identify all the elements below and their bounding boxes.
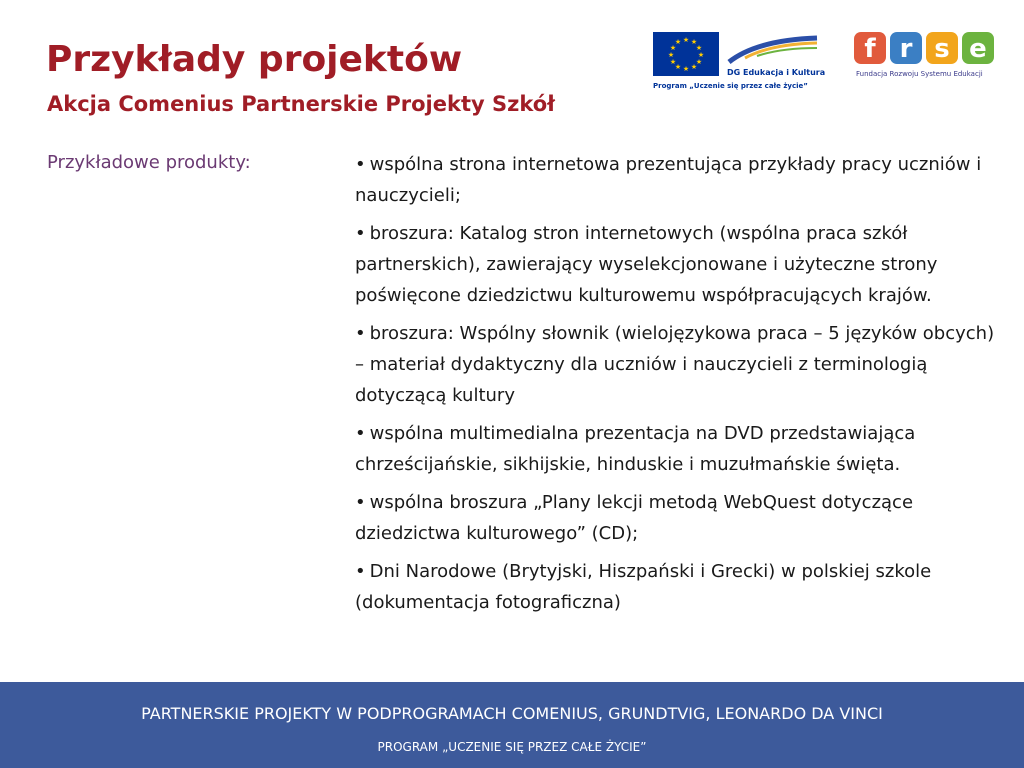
list-item-text: broszura: Wspólny słownik (wielojęzykowa praca – 5 języków obcych) – materiał dydaktyczny dla uczniów i nauczycieli z terminologią dotyczącą kultury — [355, 323, 995, 406]
list-item — [355, 218, 1007, 311]
svg-text:★: ★ — [674, 63, 682, 71]
list-item — [355, 418, 1007, 480]
svg-text:★: ★ — [695, 58, 703, 66]
svg-text:★: ★ — [697, 51, 705, 59]
bullet: • — [355, 323, 366, 344]
svg-text:★: ★ — [690, 63, 698, 71]
footer-title: PARTNERSKIE PROJEKTY W PODPROGRAMACH COMENIUS, GRUNDTVIG, LEONARDO DA VINCI — [141, 704, 883, 723]
bullet: • — [355, 223, 366, 244]
eu-program-label: Program „Uczenie się przez całe życie” — [653, 82, 808, 90]
list-item — [355, 149, 1007, 211]
svg-text:★: ★ — [690, 38, 698, 46]
list-item-text: Dni Narodowe (Brytyjski, Hiszpański i Grecki) w polskiej szkole (dokumentacja fotograficzna) — [355, 561, 932, 613]
svg-text:★: ★ — [682, 36, 690, 44]
svg-text:★: ★ — [682, 65, 690, 73]
svg-text:f: f — [864, 34, 876, 64]
svg-text:★: ★ — [669, 58, 677, 66]
eu-flag-icon — [653, 32, 719, 76]
svg-text:r: r — [899, 34, 913, 64]
footer-bar — [0, 682, 1024, 768]
products-label: Przykładowe produkty: — [47, 152, 251, 173]
slide-title: Przykłady projektów — [46, 39, 463, 80]
frse-caption: Fundacja Rozwoju Systemu Edukacji — [856, 70, 983, 78]
list-item — [355, 318, 1007, 411]
svg-text:★: ★ — [674, 38, 682, 46]
eu-swoosh-icon — [727, 34, 819, 68]
slide-subtitle: Akcja Comenius Partnerskie Projekty Szkół — [47, 92, 555, 116]
eu-dg-logo — [653, 32, 826, 94]
bullet: • — [355, 492, 366, 513]
bullet: • — [355, 154, 366, 175]
svg-text:s: s — [934, 34, 950, 64]
list-item-text: wspólna broszura „Plany lekcji metodą WebQuest dotyczące dziedzictwa kulturowego” (CD); — [355, 492, 914, 544]
svg-text:★: ★ — [669, 44, 677, 52]
bullet: • — [355, 561, 366, 582]
bullet: • — [355, 423, 366, 444]
footer-subtitle: PROGRAM „UCZENIE SIĘ PRZEZ CAŁE ŻYCIE” — [377, 740, 647, 754]
frse-logo-icon — [852, 30, 1002, 68]
svg-text:★: ★ — [667, 51, 675, 59]
list-item-text: wspólna multimedialna prezentacja na DVD przedstawiająca chrześcijańskie, sikhijskie, hinduskie i muzułmańskie święta. — [355, 423, 916, 475]
frse-logo — [852, 30, 1002, 84]
list-item-text: broszura: Katalog stron internetowych (wspólna praca szkół partnerskich), zawierający wyselekcjonowane i użyteczne strony poświęcone dziedzictwu kulturowemu współpracujących krajów. — [355, 223, 938, 306]
products-list — [355, 149, 1007, 625]
list-item-text: wspólna strona internetowa prezentująca przykłady pracy uczniów i nauczycieli; — [355, 154, 982, 206]
svg-text:★: ★ — [695, 44, 703, 52]
list-item — [355, 556, 1007, 618]
svg-text:e: e — [969, 34, 987, 64]
eu-dg-label: DG Edukacja i Kultura — [727, 68, 826, 77]
list-item — [355, 487, 1007, 549]
